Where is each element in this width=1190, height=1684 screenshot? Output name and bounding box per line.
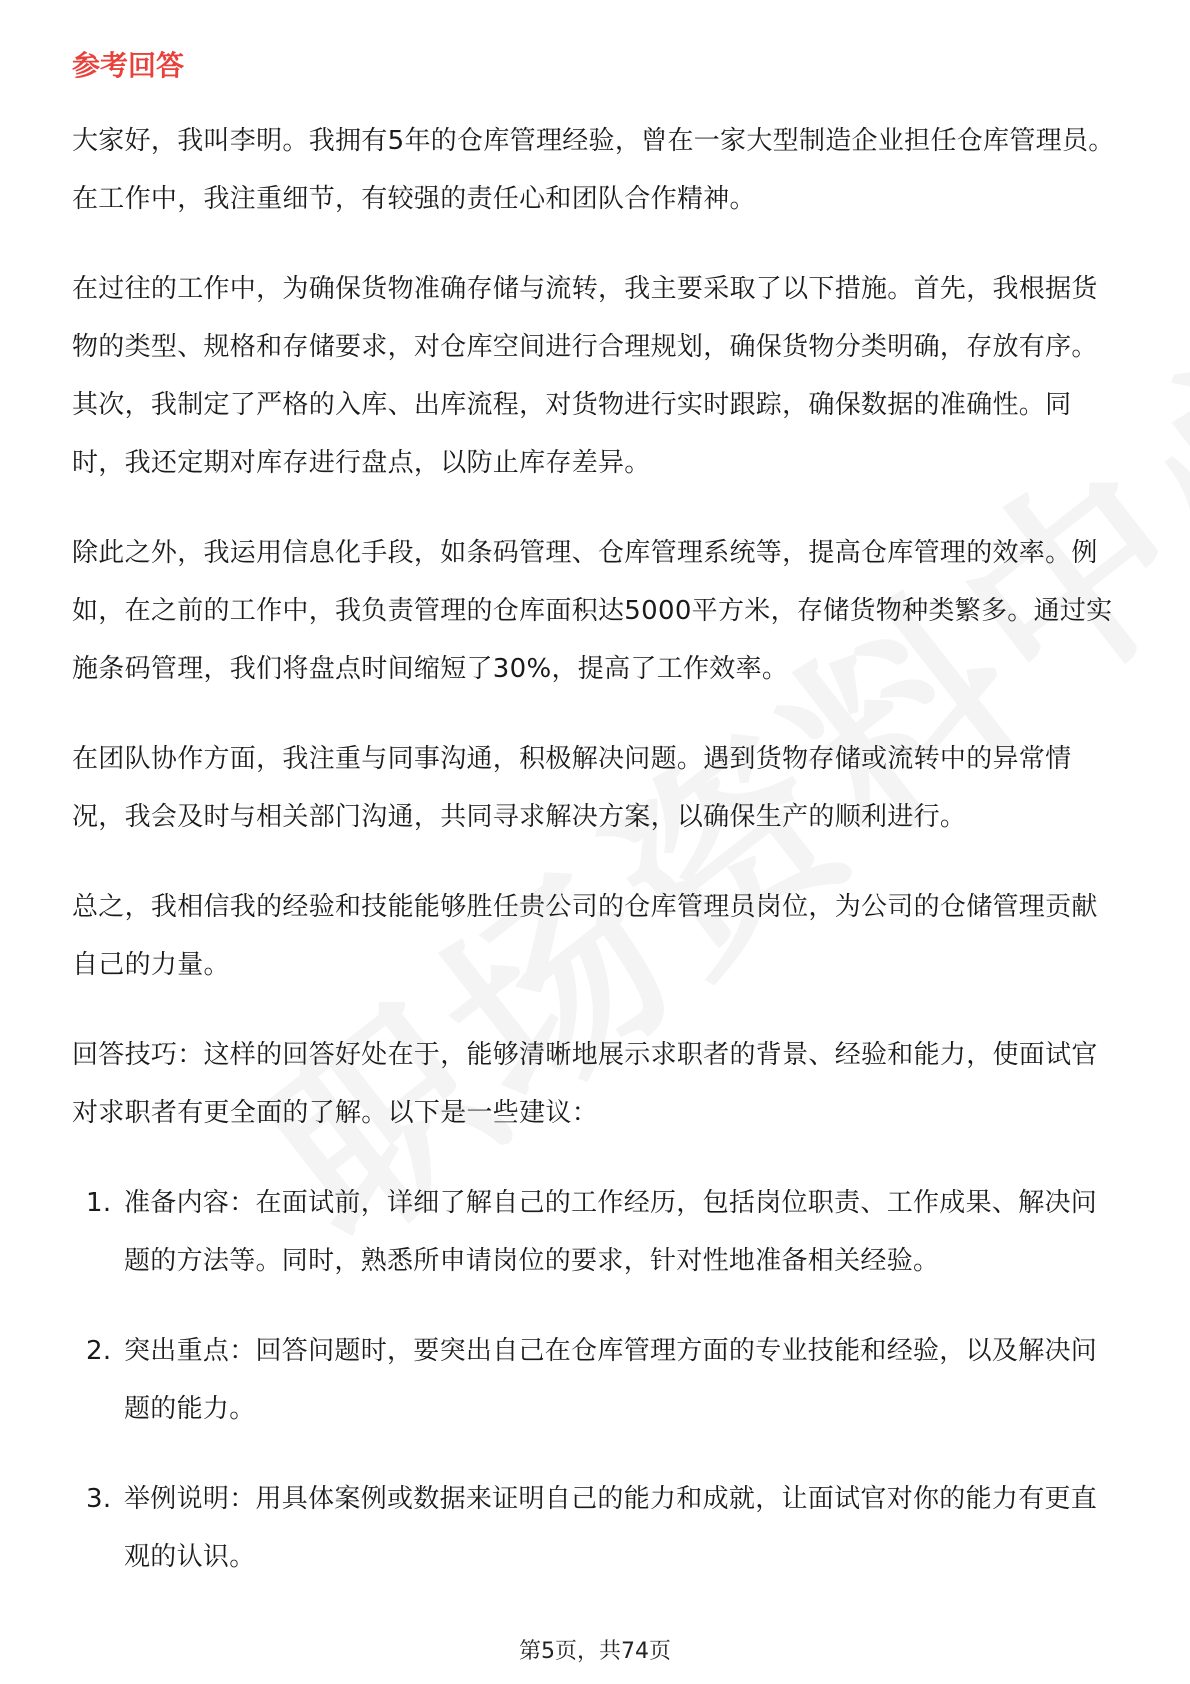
page-footer: 第5页，共74页 [519,1639,671,1664]
paragraph-informatization: 除此之外，我运用信息化手段，如条码管理、仓库管理系统等，提高仓库管理的效率。例如，在之前的工作中，我负责管理的仓库面积达5000平方米，存储货物种类繁多。通过实施条码管理，我们将盘点时间缩短了30%，提高了工作效率。 [72,538,1113,684]
tip-number: 2. [86,1336,112,1366]
tips-list [72,1174,1118,1586]
paragraph-tips-intro: 回答技巧：这样的回答好处在于，能够清晰地展示求职者的背景、经验和能力，使面试官对求职者有更全面的了解。以下是一些建议： [72,1040,1098,1128]
tip-item [72,1174,1118,1290]
paragraph-teamwork: 在团队协作方面，我注重与同事沟通，积极解决问题。遇到货物存储或流转中的异常情况，我会及时与相关部门沟通，共同寻求解决方案，以确保生产的顺利进行。 [72,744,1072,832]
tip-text: 准备内容：在面试前，详细了解自己的工作经历，包括岗位职责、工作成果、解决问题的方法等。同时，熟悉所申请岗位的要求，针对性地准备相关经验。 [124,1188,1098,1276]
tip-item [72,1322,1118,1438]
paragraph-conclusion: 总之，我相信我的经验和技能能够胜任贵公司的仓库管理员岗位，为公司的仓储管理贡献自己的力量。 [72,892,1098,980]
paragraph-intro: 大家好，我叫李明。我拥有5年的仓库管理经验，曾在一家大型制造企业担任仓库管理员。在工作中，我注重细节，有较强的责任心和团队合作精神。 [72,126,1115,214]
section-heading: 参考回答 [72,49,185,82]
tip-text: 突出重点：回答问题时，要突出自己在仓库管理方面的专业技能和经验，以及解决问题的能力。 [124,1336,1098,1424]
tip-number: 1. [86,1188,112,1218]
paragraph-measures: 在过往的工作中，为确保货物准确存储与流转，我主要采取了以下措施。首先，我根据货物的类型、规格和存储要求，对仓库空间进行合理规划，确保货物分类明确，存放有序。其次，我制定了严格的入库、出库流程，对货物进行实时跟踪，确保数据的准确性。同时，我还定期对库存进行盘点，以防止库存差异。 [72,274,1098,478]
tip-number: 3. [86,1484,112,1514]
tip-text: 举例说明：用具体案例或数据来证明自己的能力和成就，让面试官对你的能力有更直观的认识。 [124,1484,1098,1572]
document-body [72,46,1118,1618]
tip-item [72,1470,1118,1586]
